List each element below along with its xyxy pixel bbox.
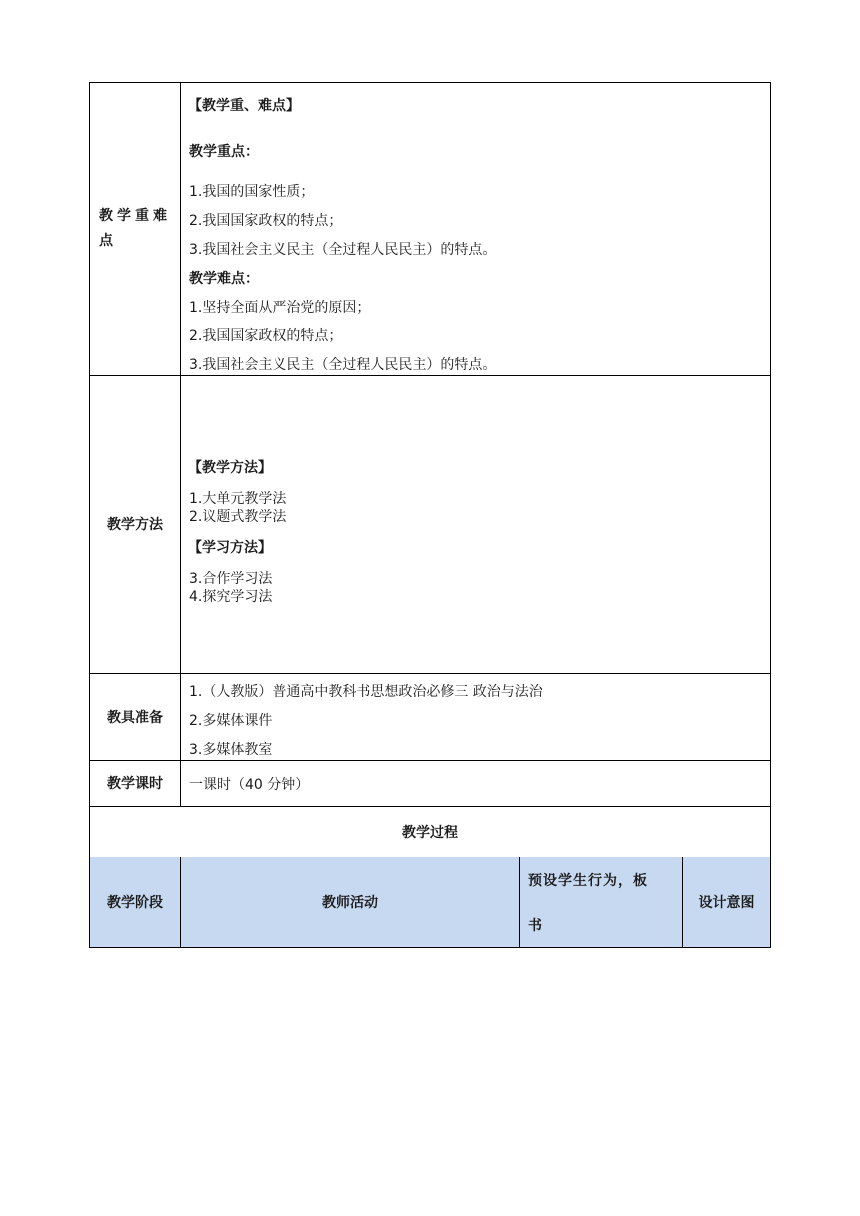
- label-tools: 教具准备: [107, 709, 163, 726]
- row-process-title: [89, 806, 771, 858]
- key-points-heading: 【教学重、难点】: [188, 98, 300, 114]
- header-intent-cell: [682, 857, 771, 948]
- header-student-cell: [519, 857, 682, 948]
- row-key-points: [89, 82, 771, 376]
- label-cell-methods: [89, 375, 180, 674]
- label-hours: 教学课时: [107, 776, 163, 792]
- teaching-method-item: 2.议题式教学法: [189, 509, 287, 525]
- focus-item: 1.我国的国家性质；: [189, 184, 315, 200]
- label-key-points: 教学重难点: [99, 208, 171, 249]
- focus-title: 教学重点：: [189, 144, 259, 160]
- header-student-line2: 书: [528, 918, 542, 934]
- label-methods: 教学方法: [107, 517, 163, 533]
- process-title-cell: [89, 806, 771, 858]
- focus-item: 2.我国国家政权的特点；: [189, 213, 343, 229]
- label-cell-key-points: [89, 82, 180, 376]
- row-methods: [89, 375, 771, 674]
- tool-item: 1.（人教版）普通高中教科书思想政治必修三 政治与法治: [189, 684, 543, 700]
- header-teacher-cell: [180, 857, 519, 948]
- row-hours: [89, 760, 771, 807]
- label-cell-hours: [89, 760, 180, 807]
- header-stage-cell: [89, 857, 180, 948]
- teaching-method-item: 1.大单元教学法: [189, 491, 287, 507]
- header-intent: 设计意图: [698, 895, 755, 911]
- content-cell-key-points: [180, 82, 771, 376]
- tool-item: 3.多媒体教室: [189, 742, 273, 758]
- content-cell-methods: [180, 375, 771, 674]
- header-stage: 教学阶段: [107, 895, 163, 911]
- label-cell-tools: [89, 673, 180, 761]
- difficulty-title: 教学难点：: [189, 271, 259, 287]
- content-cell-tools: [180, 673, 771, 761]
- header-teacher: 教师活动: [322, 895, 378, 911]
- difficulty-item: 3.我国社会主义民主（全过程人民民主）的特点。: [189, 357, 497, 373]
- row-process-header: [89, 857, 771, 948]
- tool-item: 2.多媒体课件: [189, 713, 273, 729]
- learning-method-heading: 【学习方法】: [188, 540, 272, 556]
- header-student-line1: 预设学生行为，板: [528, 873, 648, 889]
- focus-item: 3.我国社会主义民主（全过程人民民主）的特点。: [189, 242, 497, 258]
- content-cell-hours: [180, 760, 771, 807]
- difficulty-item: 1.坚持全面从严治党的原因；: [189, 300, 371, 316]
- row-tools: [89, 673, 771, 761]
- learning-method-item: 4.探究学习法: [189, 589, 273, 605]
- teaching-method-heading: 【教学方法】: [188, 460, 272, 476]
- learning-method-item: 3.合作学习法: [189, 571, 273, 587]
- difficulty-item: 2.我国国家政权的特点；: [189, 328, 343, 344]
- hours-value: 一课时（40 分钟）: [189, 777, 310, 793]
- process-title: 教学过程: [402, 824, 458, 841]
